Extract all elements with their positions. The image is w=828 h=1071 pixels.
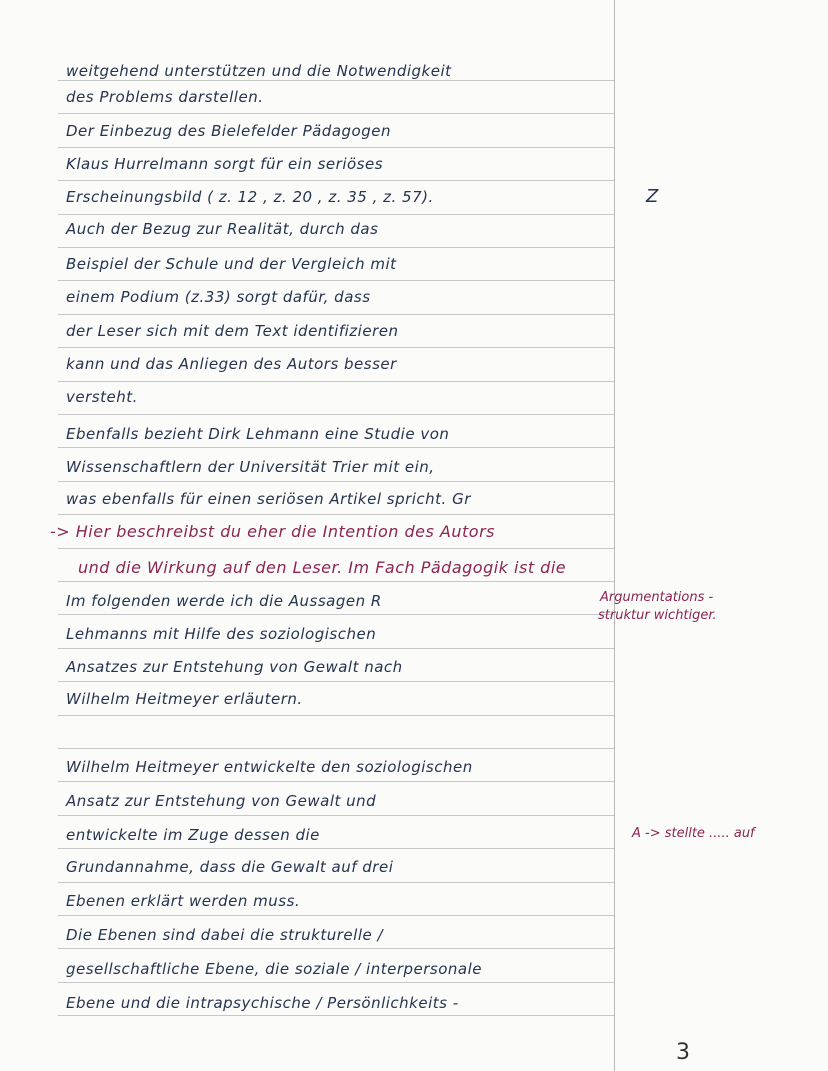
text-line-23: Ebenen erklärt werden muss. [66, 892, 301, 910]
text-line-10: kann und das Anliegen des Autors besser [66, 355, 397, 373]
ruled-line [58, 80, 614, 81]
margin-note-struktur: struktur wichtiger. [598, 608, 717, 623]
margin-z-mark: Z [646, 186, 659, 207]
margin-note-argumentation: Argumentations - [600, 590, 714, 605]
text-line-13: Wissenschaftlern der Universität Trier mit ein, [66, 458, 435, 476]
text-line-4: Klaus Hurrelmann sorgt für ein seriöses [66, 155, 384, 173]
correction-line-1: -> Hier beschreibst du eher die Intention des Autors [50, 522, 495, 541]
ruled-line [58, 314, 614, 315]
text-line-20: Ansatz zur Entstehung von Gewalt und [66, 792, 377, 810]
text-line-15: Im folgenden werde ich die Aussagen R [66, 592, 382, 610]
ruled-line [58, 781, 614, 782]
text-line-2: des Problems darstellen. [66, 88, 264, 106]
text-line-24: Die Ebenen sind dabei die strukturelle / [66, 926, 384, 944]
text-line-12: Ebenfalls bezieht Dirk Lehmann eine Studie von [66, 425, 450, 443]
ruled-line [58, 113, 614, 114]
text-line-26: Ebene und die intrapsychische / Persönlichkeits - [66, 994, 459, 1012]
ruled-line [58, 982, 614, 983]
ruled-line [58, 414, 614, 415]
text-line-11: versteht. [66, 388, 138, 406]
text-line-18: Wilhelm Heitmeyer erläutern. [66, 690, 303, 708]
ruled-line [58, 347, 614, 348]
text-line-17: Ansatzes zur Entstehung von Gewalt nach [66, 658, 403, 676]
margin-note-a: A -> stellte ..... auf [632, 826, 755, 841]
ruled-line [58, 280, 614, 281]
ruled-line [58, 915, 614, 916]
text-line-25: gesellschaftliche Ebene, die soziale / interpersonale [66, 960, 482, 978]
text-line-16: Lehmanns mit Hilfe des soziologischen [66, 625, 377, 643]
ruled-line [58, 614, 614, 615]
ruled-line [58, 481, 614, 482]
text-line-5: Erscheinungsbild ( z. 12 , z. 20 , z. 35 , z. 57). [66, 188, 434, 206]
text-line-9: der Leser sich mit dem Text identifizieren [66, 322, 399, 340]
ruled-line [58, 1015, 614, 1016]
text-line-6: Auch der Bezug zur Realität, durch das [66, 220, 379, 238]
text-line-7: Beispiel der Schule und der Vergleich mit [66, 255, 397, 273]
ruled-line [58, 715, 614, 716]
ruled-line [58, 581, 614, 582]
text-line-22: Grundannahme, dass die Gewalt auf drei [66, 858, 394, 876]
ruled-line [58, 948, 614, 949]
ruled-line [58, 848, 614, 849]
ruled-line [58, 247, 614, 248]
ruled-line [58, 180, 614, 181]
ruled-line [58, 447, 614, 448]
ruled-line [58, 815, 614, 816]
page-number: 3 [676, 1040, 690, 1065]
ruled-line [58, 681, 614, 682]
text-line-21: entwickelte im Zuge dessen die [66, 826, 320, 844]
ruled-line [58, 147, 614, 148]
text-line-3: Der Einbezug des Bielefelder Pädagogen [66, 122, 391, 140]
ruled-line [58, 882, 614, 883]
ruled-line [58, 748, 614, 749]
ruled-line [58, 214, 614, 215]
correction-line-2: und die Wirkung auf den Leser. Im Fach Pädagogik ist die [78, 558, 567, 577]
ruled-line [58, 648, 614, 649]
ruled-line [58, 514, 614, 515]
ruled-line [58, 381, 614, 382]
text-line-1: weitgehend unterstützen und die Notwendigkeit [66, 62, 452, 80]
text-line-8: einem Podium (z.33) sorgt dafür, dass [66, 288, 371, 306]
text-line-14: was ebenfalls für einen seriösen Artikel spricht. Gr [66, 490, 471, 508]
ruled-line [58, 548, 614, 549]
text-line-19: Wilhelm Heitmeyer entwickelte den soziologischen [66, 758, 473, 776]
